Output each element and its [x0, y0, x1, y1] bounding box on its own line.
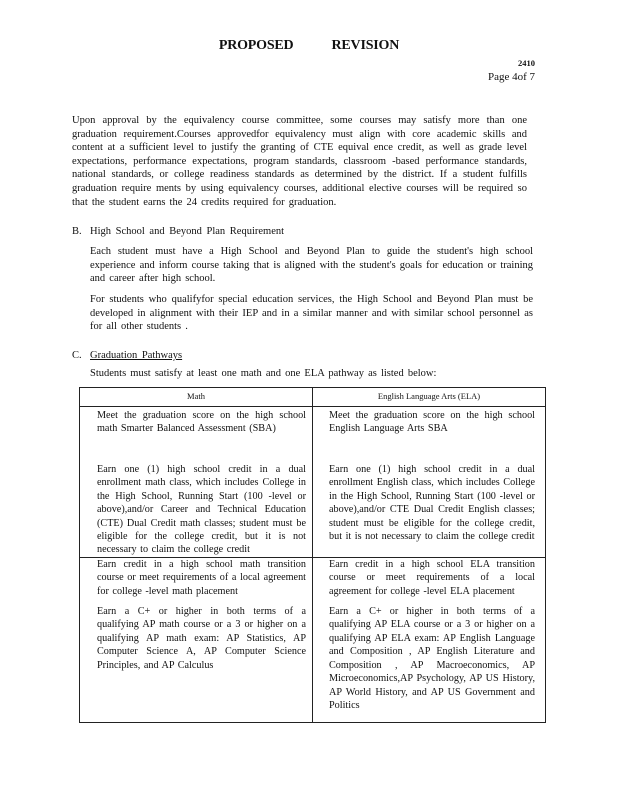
table-cell-math — [80, 557, 313, 598]
page-title — [0, 38, 618, 54]
table-header-row — [80, 388, 546, 407]
cell-text: Earn credit in a high school math transition course or meet requirements of a local agreement for college -level math placement — [97, 558, 306, 597]
section-c-title: Graduation Pathways — [90, 350, 183, 361]
graduation-pathways-table — [79, 387, 546, 723]
title-word-revision: REVISION — [331, 38, 400, 53]
intro-paragraph: Upon approval by the equivalency course committee, some courses may satisfy more than one graduation requirement.Courses approvedfor equivalency must align with core academic skills and content at a sufficient level to justify the granting of CTE equival ence credit, as well as grade level expectations, performance expectations, program standards, classroom -based performance standards, national standards, or college readiness standards as determined by the district. If a student fulfills graduation require ments by using equivalency courses, additional elective courses will be required so that the student earns the 24 credits required for graduation. — [72, 115, 527, 208]
table-cell-math — [80, 598, 313, 723]
cell-text: Earn a C+ or higher in both terms of a qualifying AP math course or a 3 or higher on a qualifying AP math exam: AP Statistics, AP Computer Science A, AP Computer Science Principles, and AP Calculus — [97, 606, 306, 671]
policy-number: 2410 — [518, 58, 535, 68]
table-row — [80, 598, 546, 723]
section-b-title: High School and Beyond Plan Requirement — [90, 226, 285, 237]
table-row — [80, 407, 546, 454]
table-row — [80, 453, 546, 557]
table-cell-math — [80, 453, 313, 557]
header-math: Math — [80, 388, 313, 407]
section-c-letter: C. — [72, 350, 82, 361]
cell-text: Earn one (1) high school credit in a dual enrollment math class, which includes College in the High School, Running Start (100 -level or above),and/or Career and Technical Education (CTE) Dual Credit math classes; student must be eligible for the college credit, but it is not necessary to claim the college credit — [97, 464, 306, 556]
cell-text: Meet the graduation score on the high school English Language Arts SBA — [329, 410, 535, 435]
section-b-paragraph-2: For students who qualifyfor special education services, the High School and Beyond Plan must be developed in alignment with their IEP and in a similar manner and with similar school personnel as for all other students . — [90, 294, 533, 333]
table-row — [80, 557, 546, 598]
table-cell-ela — [313, 598, 546, 723]
section-b-letter: B. — [72, 226, 82, 237]
cell-text: Earn a C+ or higher in both terms of a qualifying AP ELA course or a 3 or higher on a qualifying AP ELA exam: AP English Language and Composition , AP English Literature and Composition , AP Macroeconomics, AP Microeconomics,AP Psychology, AP US History, AP World History, and AP US Government and Politics — [329, 606, 535, 711]
page-number: Page 4of 7 — [487, 71, 535, 83]
section-c-intro: Students must satisfy at least one math and one ELA pathway as listed below: — [90, 368, 437, 379]
section-b-paragraph-1: Each student must have a High School and Beyond Plan to guide the student's high school experience and inform course taking that is aligned with the student's goals for education or training and career after high school. — [90, 246, 533, 285]
cell-text: Meet the graduation score on the high school math Smarter Balanced Assessment (SBA) — [97, 410, 306, 435]
table-cell-ela — [313, 407, 546, 454]
table-cell-ela — [313, 557, 546, 598]
title-word-proposed: PROPOSED — [218, 38, 294, 53]
header-ela: English Language Arts (ELA) — [313, 388, 546, 407]
cell-text: Earn credit in a high school ELA transition course or meet requirements of a local agreement for college -level ELA placement — [329, 558, 535, 597]
table-cell-math — [80, 407, 313, 454]
table-cell-ela — [313, 453, 546, 557]
cell-text: Earn one (1) high school credit in a dual enrollment English class, which includes College in the High School, Running Start (100 -level or above),and/or CTE Dual Credit English classes; student must be eligible for the college credit, but it is not necessary to claim the college credit — [329, 464, 535, 543]
